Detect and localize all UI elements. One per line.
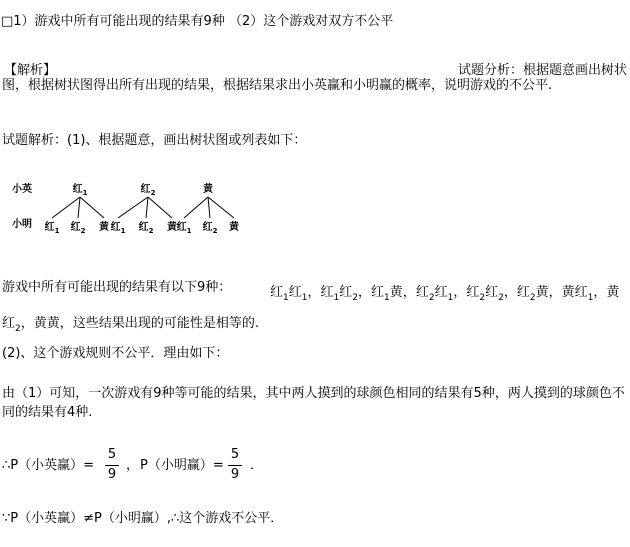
tree-leaf-node: 红$_1$ [44,222,60,235]
p-xiaoming-denominator: 9 [230,467,240,482]
part2-heading: (2)、这个游戏规则不公平．理由如下： [2,346,229,361]
solution-intro: 试题解析：(1)、根据题意，画出树状图或列表如下： [2,133,307,148]
result-item: 黄红$_1$ [561,285,594,303]
p-xiaoming-fraction-bar [228,465,242,466]
tree-leaf-node: 黄 [99,222,109,233]
p-xiaoming-label: P（小明赢）= [140,458,224,473]
p-xiaoying-label: ∴P（小英赢）= [2,458,95,473]
tree-branch [80,197,104,218]
tree-leaf-node: 黄 [229,222,239,233]
tree-top-node: 红$_2$ [140,184,156,197]
tree-leaf-node: 红$_1$ [176,222,192,235]
result-item: 红$_2$红$_1$ [415,285,454,303]
result-item: 红$_2$黄 [516,285,549,303]
results-tail: 这些结果出现的可能性是相等的. [72,316,259,331]
p-xiaoying-numerator: 5 [107,447,117,462]
tree-leaf-node: 红$_1$ [110,222,126,235]
result-item: 红$_2$红$_2$ [466,285,504,303]
result-item: 红$_1$红$_2$ [320,285,359,303]
tree-leaf-node: 红$_2$ [202,222,218,235]
p-end: ． [250,458,264,473]
tree-diagram [0,175,260,245]
tree-branch [148,197,172,218]
tree-leaf-node: 红$_2$ [70,222,86,235]
tree-top-node: 黄 [203,184,213,195]
tree-branch [118,197,148,218]
tree-branch [208,197,210,218]
answer-summary: □1）游戏中所有可能出现的结果有9种 （2）这个游戏对双方不公平 [1,14,394,29]
analysis-text: 试题分析：根据题意画出树状图，根据树状图得出所有出现的结果，根据结果求出小英赢和小明赢的概率，说明游戏的不公平. [2,63,628,93]
result-item: 黄黄 [33,316,60,331]
p-xiaoming-numerator: 5 [230,447,240,462]
result-item: 红$_1$黄 [371,285,403,303]
tree-label-xiaoming: 小明 [12,219,32,230]
tree-top-node: 红$_1$ [72,184,88,197]
tree-branch [52,197,80,218]
tree-branch [208,197,234,218]
reason-text: 由（1）可知，一次游戏有9种等可能的结果，其中两人摸到的球颜色相同的结果有5种，两人摸到的球颜色不同的结果有4种. [2,386,625,420]
tree-label-xiaoying: 小英 [12,184,32,195]
p-separator: ， [126,458,140,473]
result-item: 红$_1$红$_1$ [270,285,308,303]
result-item: 黄红$_2$ [2,285,620,334]
tree-leaf-node: 黄 [167,222,177,233]
analysis-tag: 【解析】 [4,63,57,78]
conclusion-text: ∵P（小英赢）≠P（小明赢）,∴这个游戏不公平． [2,511,284,526]
tree-branch [146,197,148,218]
p-xiaoying-denominator: 9 [107,467,117,482]
tree-branch [184,197,208,218]
tree-branch [78,197,80,218]
results-lead: 游戏中所有可能出现的结果有以下9种： [2,280,232,295]
tree-leaf-node: 红$_2$ [138,222,154,235]
p-xiaoying-fraction-bar [105,465,119,466]
results-list: 红$_1$红$_1$，红$_1$红$_2$，红$_1$黄，红$_2$红$_1$，红$_2$红$_2$，红$_2$黄，黄红$_1$，黄红$_2$，黄黄，这些结果出现的可能性是相等的. [2,285,620,334]
